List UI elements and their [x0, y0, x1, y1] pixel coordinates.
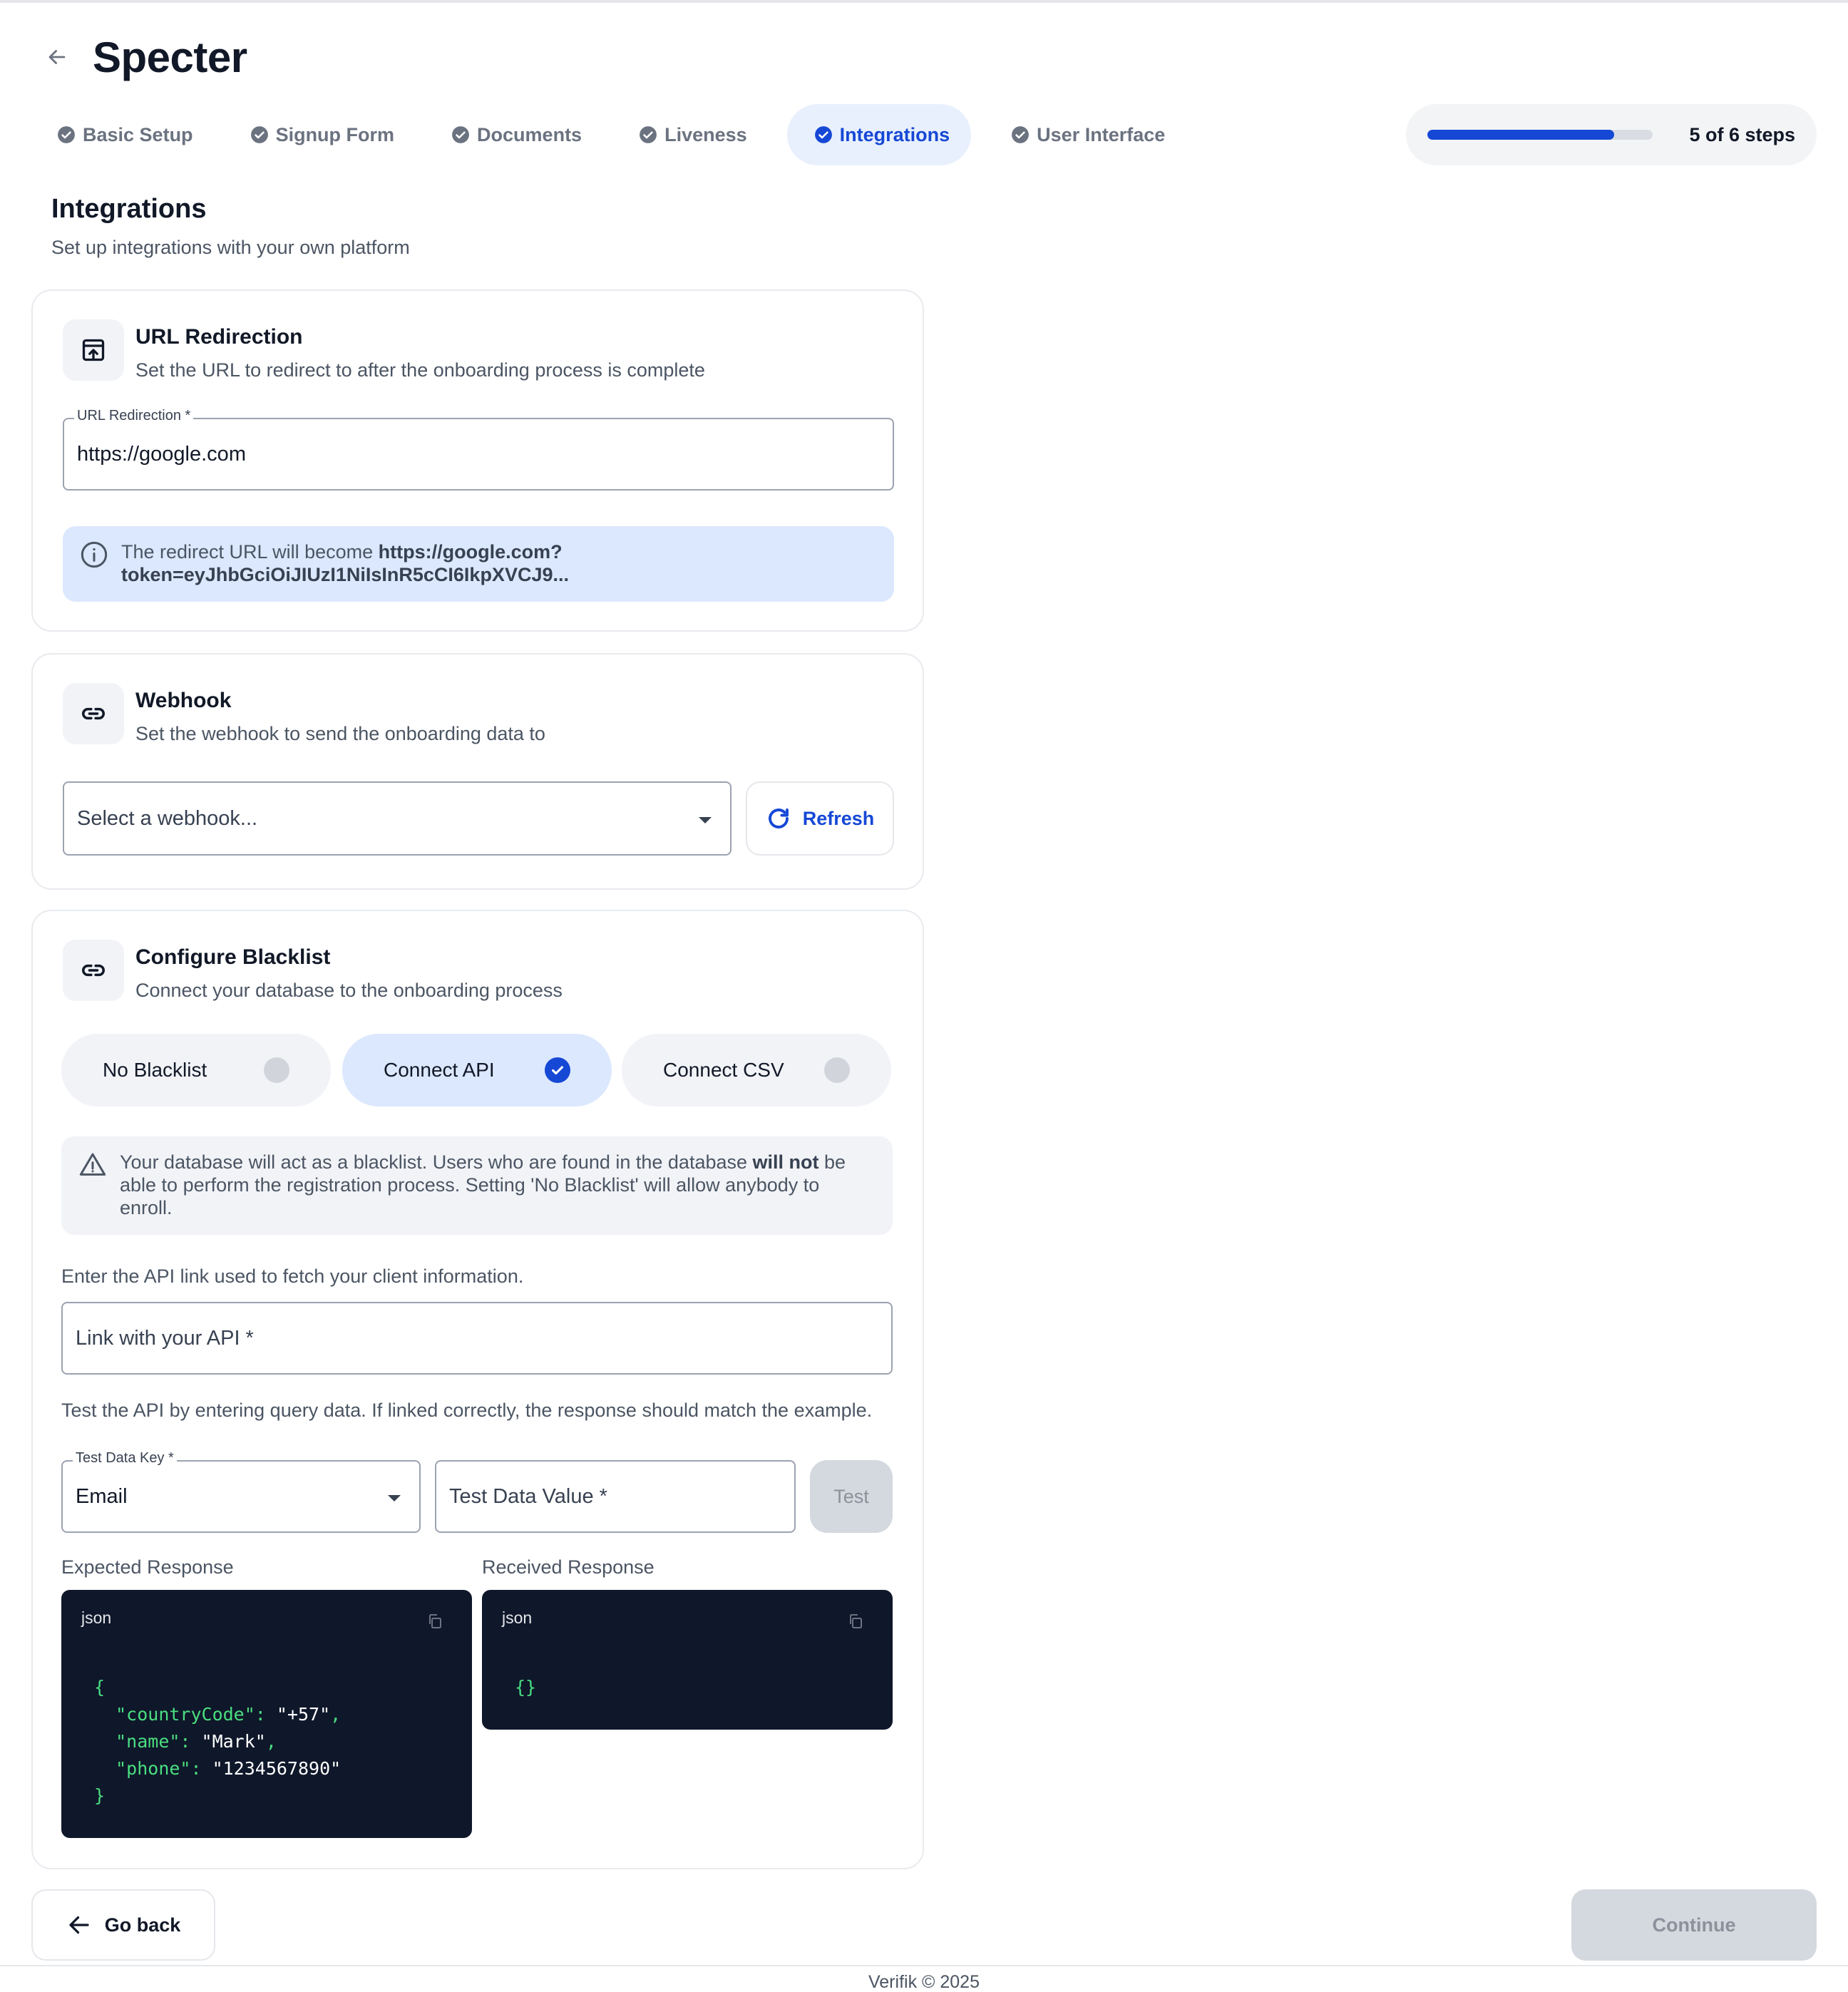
option-label: Connect CSV — [663, 1059, 784, 1081]
card-header — [63, 940, 563, 1002]
webhook-select[interactable] — [63, 781, 732, 856]
code-body: { "countryCode": "+57", "name": "Mark", "phone": "1234567890" } — [94, 1677, 342, 1806]
select-placeholder: Select a webhook... — [77, 806, 258, 830]
redirect-url-line2: token=eyJhbGciOiJIUzI1NiIsInR5cCI6IkpXVCJ9... — [121, 564, 569, 585]
test-button[interactable]: Test — [810, 1460, 893, 1533]
step-liveness[interactable] — [622, 104, 764, 165]
copy-icon[interactable] — [847, 1613, 864, 1630]
top-border — [0, 0, 1848, 3]
step-user-interface[interactable] — [994, 104, 1182, 165]
card-description: Set the URL to redirect to after the onboarding process is complete — [135, 359, 705, 381]
received-response-label: Received Response — [482, 1556, 654, 1578]
refresh-icon — [766, 806, 791, 831]
card-header — [63, 319, 705, 381]
url-redirection-card — [31, 289, 924, 632]
api-hint: Enter the API link used to fetch your client information. — [61, 1265, 524, 1287]
test-hint: Test the API by entering query data. If linked correctly, the response should match the example. — [61, 1400, 873, 1421]
check-circle-icon — [57, 125, 76, 144]
check-circle-icon — [1011, 125, 1030, 144]
field-value: https://google.com — [77, 442, 246, 466]
step-label: User Interface — [1037, 123, 1166, 145]
radio-checked-icon — [545, 1057, 570, 1083]
go-back-label: Go back — [104, 1914, 181, 1936]
check-circle-icon — [639, 125, 657, 144]
card-title: URL Redirection — [135, 325, 303, 349]
redirect-info-text: The redirect URL will become https://google.com? token=eyJhbGciOiJIUzI1NiIsInR5cCI6IkpXVCJ9... — [121, 541, 569, 585]
card-title: Webhook — [135, 689, 232, 712]
api-link-placeholder: Link with your API * — [76, 1326, 254, 1350]
step-label: Documents — [477, 123, 582, 145]
webhook-card — [31, 653, 924, 890]
option-connect-csv[interactable] — [622, 1034, 891, 1107]
code-language: json — [81, 1608, 112, 1627]
info-icon — [80, 540, 108, 569]
arrow-left-icon — [66, 1912, 92, 1938]
field-label: URL Redirection * — [74, 408, 193, 424]
copyright: Verifik © 2025 — [868, 1972, 980, 1992]
link-icon — [63, 940, 124, 1001]
test-data-value-input[interactable] — [435, 1460, 796, 1533]
expected-response-code — [61, 1590, 472, 1838]
refresh-label: Refresh — [802, 807, 875, 829]
step-label: Basic Setup — [83, 123, 193, 145]
progress-text: 5 of 6 steps — [1689, 123, 1795, 145]
card-description: Connect your database to the onboarding process — [135, 980, 563, 1001]
redirect-url-line1: https://google.com? — [378, 541, 563, 563]
code-language: json — [502, 1608, 533, 1627]
redirect-info-box — [63, 526, 894, 602]
option-connect-api[interactable] — [342, 1034, 612, 1107]
expected-response-label: Expected Response — [61, 1556, 234, 1578]
back-arrow-icon[interactable] — [40, 40, 74, 74]
section-subtitle: Set up integrations with your own platform — [51, 237, 410, 258]
step-integrations[interactable] — [787, 104, 972, 165]
test-data-key-select[interactable] — [61, 1450, 421, 1533]
field-label: Test Data Key * — [73, 1450, 177, 1467]
chevron-down-icon — [699, 817, 712, 823]
go-back-button[interactable] — [31, 1889, 215, 1961]
step-signup-form[interactable] — [233, 104, 411, 165]
step-label: Signup Form — [275, 123, 395, 145]
refresh-button[interactable] — [746, 781, 894, 856]
option-label: Connect API — [384, 1059, 495, 1081]
footer-divider — [0, 1965, 1848, 1966]
chevron-down-icon — [388, 1495, 401, 1501]
api-link-input[interactable] — [61, 1302, 893, 1375]
blacklist-warning-box — [61, 1136, 893, 1235]
step-label: Integrations — [839, 123, 950, 145]
radio-empty-icon — [824, 1057, 850, 1083]
step-label: Liveness — [664, 123, 747, 145]
check-circle-icon — [250, 125, 269, 144]
check-circle-icon — [814, 125, 833, 144]
card-header — [63, 683, 545, 745]
link-icon — [63, 683, 124, 744]
option-no-blacklist[interactable] — [61, 1034, 331, 1107]
warning-icon — [78, 1151, 107, 1179]
step-basic-setup[interactable] — [40, 104, 210, 165]
test-value-placeholder: Test Data Value * — [449, 1484, 607, 1508]
step-documents[interactable] — [434, 104, 599, 165]
copy-icon[interactable] — [426, 1613, 443, 1630]
check-circle-icon — [451, 125, 470, 144]
open-in-new-icon — [63, 319, 124, 381]
card-description: Set the webhook to send the onboarding data to — [135, 723, 545, 744]
page-header — [40, 29, 247, 86]
radio-empty-icon — [264, 1057, 289, 1083]
card-title: Configure Blacklist — [135, 945, 331, 969]
received-response-code — [482, 1590, 893, 1730]
stepper — [40, 104, 1205, 165]
field-value: Email — [76, 1484, 128, 1508]
progress-fill — [1427, 130, 1614, 140]
option-label: No Blacklist — [103, 1059, 207, 1081]
blacklist-warning-text: Your database will act as a blacklist. Users who are found in the database will not be able to perform the registration process. Setting 'No Blacklist' will allow anybody to enroll. — [120, 1151, 846, 1218]
progress-track — [1427, 130, 1653, 140]
page-title: Specter — [93, 33, 247, 81]
code-body: {} — [515, 1677, 537, 1698]
section-title: Integrations — [51, 194, 207, 224]
url-redirection-field[interactable] — [63, 408, 894, 491]
continue-button[interactable]: Continue — [1571, 1889, 1817, 1961]
progress-indicator — [1406, 104, 1817, 165]
